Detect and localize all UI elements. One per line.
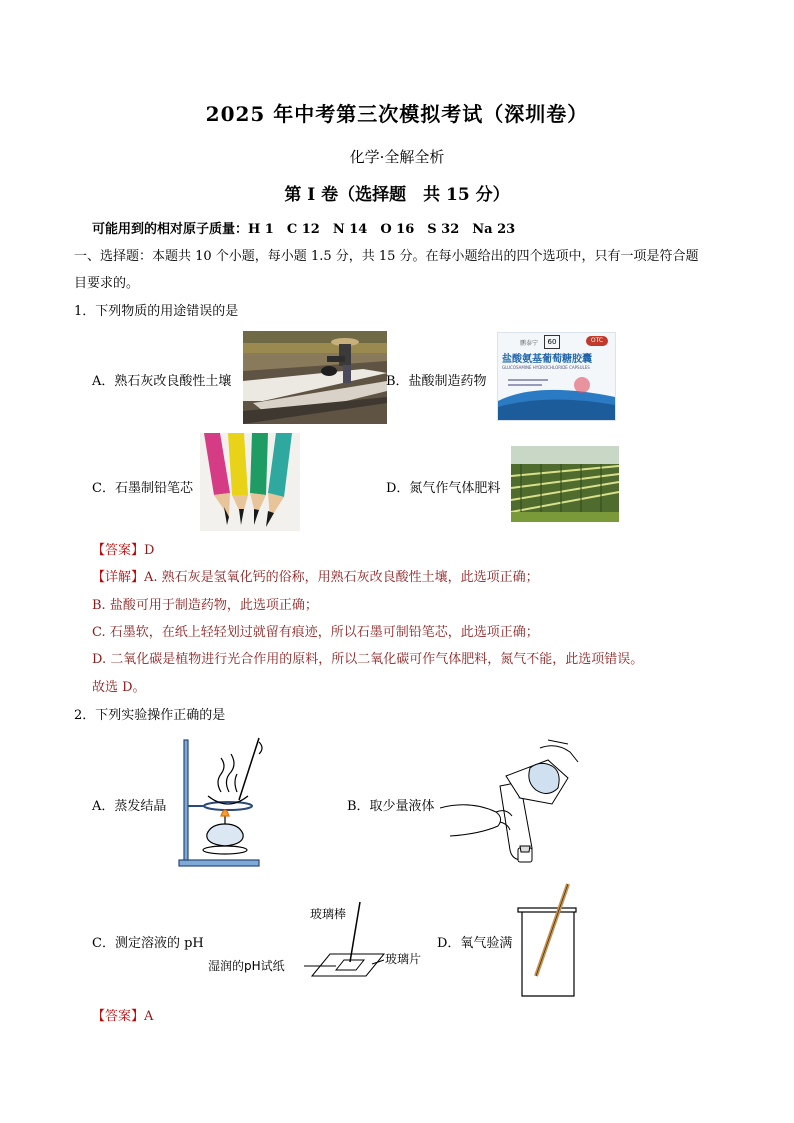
q1-option-b: B．盐酸制造药物: [386, 374, 487, 389]
evaporation-setup-diagram: [175, 734, 270, 869]
answer-label: 【答案】: [92, 1009, 145, 1024]
atomic-masses: 可能用到的相对原子质量：H 1 C 12 N 14 O 16 S 32 Na 23: [92, 222, 516, 237]
q2-option-c: C．测定溶液的 pH: [92, 936, 204, 951]
colored-pencils-image: [200, 433, 300, 531]
q2-option-b: B．取少量液体: [347, 799, 435, 814]
medicine-box-image: [497, 332, 616, 421]
medicine-english-name: GLUCOSAMINE HYDROCHLORIDE CAPSULES: [502, 365, 590, 370]
section-heading: 第 I 卷（选择题 共 15 分）: [284, 185, 510, 205]
ph-paper-label: 湿润的pH试纸: [208, 959, 285, 973]
answer-value: D: [144, 543, 155, 558]
explain-label: 【详解】: [92, 570, 145, 585]
answer-label: 【答案】: [92, 543, 145, 558]
greenhouse-image: [511, 446, 619, 522]
instructions-line-1: 一、选择题：本题共 10 个小题，每小题 1.5 分，共 15 分。在每小题给出的四个选项中，只有一项是符合题: [74, 249, 699, 264]
page-title: 2025 年中考第三次模拟考试（深圳卷）: [205, 102, 589, 126]
q1-conclusion: 故选 D。: [92, 680, 146, 695]
q1-option-d: D．氮气作气体肥料: [386, 481, 501, 496]
q1-explain-line-1: [92, 568, 539, 588]
page-subtitle: 化学·全解全析: [349, 148, 445, 166]
medicine-count: 60: [544, 335, 560, 349]
oxygen-test-diagram: [512, 880, 582, 998]
answer-value: A: [144, 1009, 154, 1024]
q2-option-a: A．蒸发结晶: [92, 799, 167, 814]
q1-option-c: C．石墨制铅笔芯: [92, 481, 193, 496]
medicine-brand: 鹏泰宁: [520, 340, 539, 347]
question-2-stem: 2．下列实验操作正确的是: [74, 708, 226, 723]
glass-plate-label: 玻璃片: [385, 952, 422, 966]
explain-text: A. 熟石灰是氢氧化钙的俗称，用熟石灰改良酸性土壤，此选项正确；: [144, 570, 539, 585]
farmer-spreading-lime-image: [243, 331, 387, 424]
q1-explain-line-2: B. 盐酸可用于制造药物，此选项正确；: [92, 598, 318, 613]
q1-answer: [92, 541, 154, 561]
medicine-name: 盐酸氨基葡萄糖胶囊: [502, 354, 592, 365]
q1-explain-line-4: D. 二氧化碳是植物进行光合作用的原料，所以二氧化碳可作气体肥料，氮气不能，此选项错误。: [92, 652, 644, 667]
ph-test-diagram: [300, 900, 390, 980]
q1-explain-line-3: C. 石墨软，在纸上轻轻划过就留有痕迹，所以石墨可制铅笔芯，此选项正确；: [92, 625, 539, 640]
q1-option-a: A．熟石灰改良酸性土壤: [92, 374, 232, 389]
q2-answer: [92, 1007, 153, 1027]
glass-rod-label: 玻璃棒: [310, 907, 347, 921]
otc-badge: OTC: [586, 336, 608, 346]
pour-liquid-diagram: [440, 738, 585, 866]
question-1-stem: 1．下列物质的用途错误的是: [74, 304, 239, 319]
q2-option-d: D．氧气验满: [437, 936, 513, 951]
instructions-line-2: 目要求的。: [74, 276, 140, 291]
